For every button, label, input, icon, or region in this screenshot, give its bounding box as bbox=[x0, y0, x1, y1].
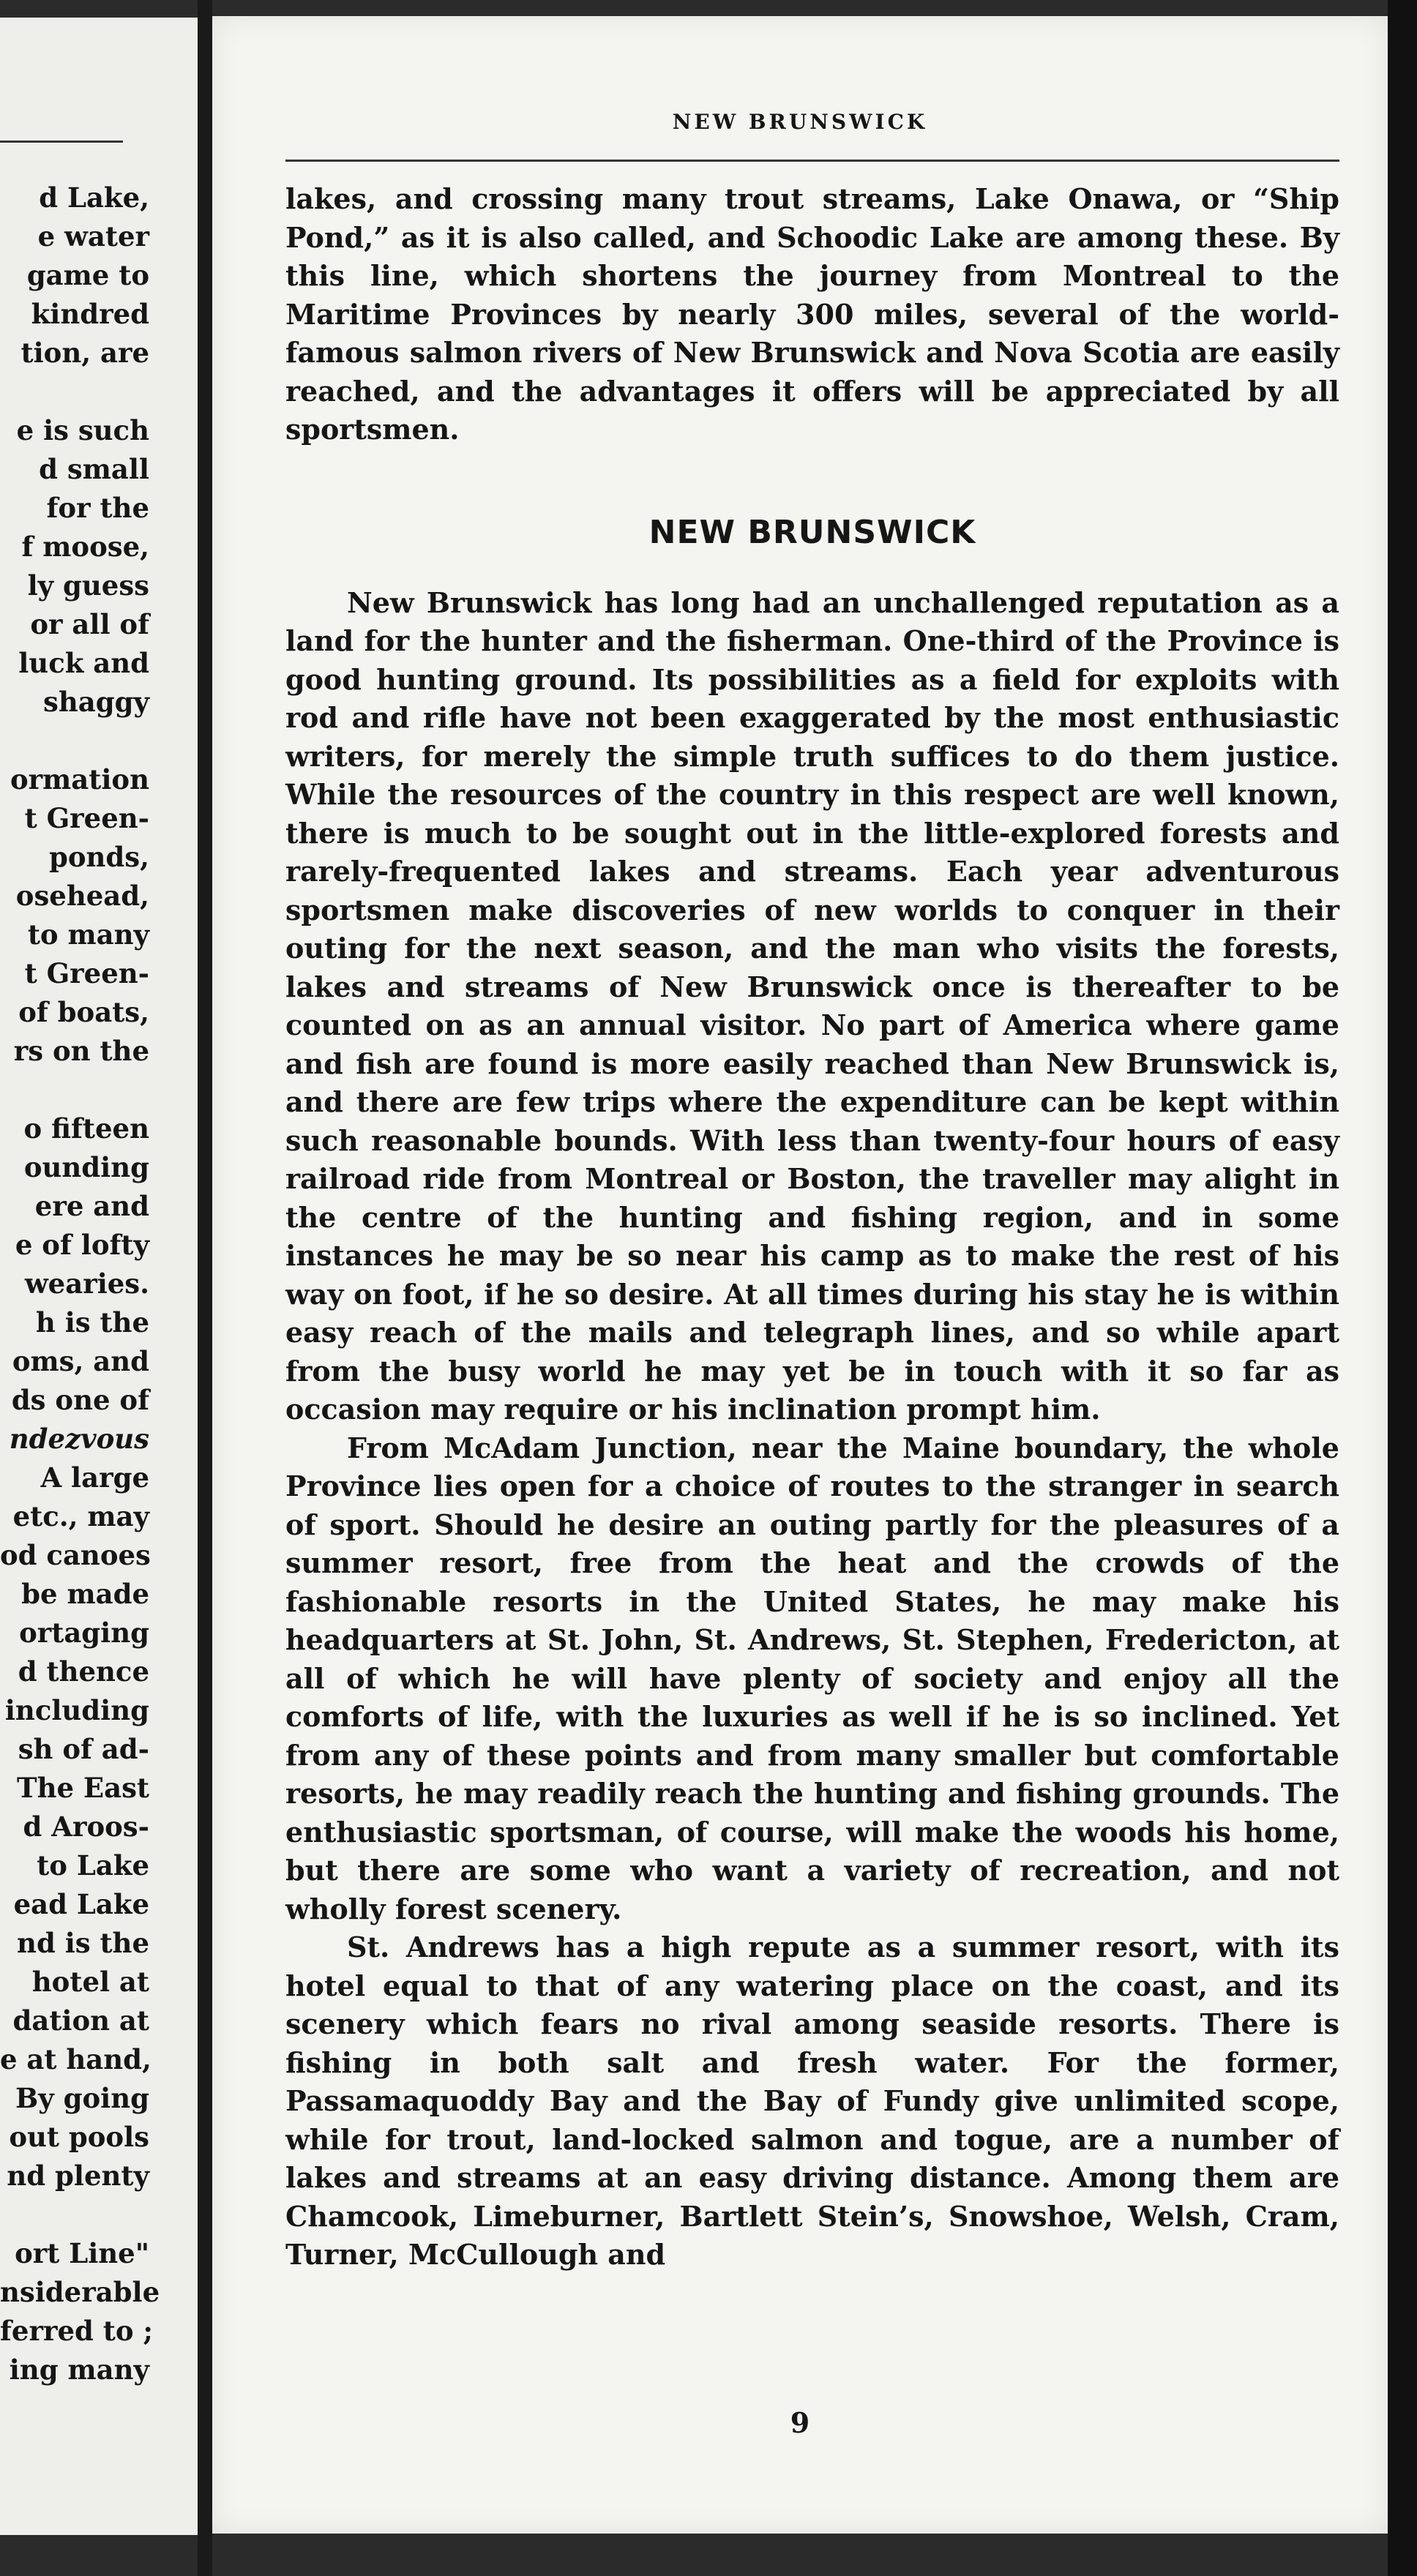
facing-page-text bbox=[0, 179, 198, 2389]
facing-page-line: ortaging bbox=[19, 1617, 149, 1649]
facing-page-line: shaggy bbox=[43, 686, 149, 718]
facing-page-line: rs on the bbox=[13, 1035, 149, 1067]
facing-page-line: hotel at bbox=[31, 1966, 149, 1998]
facing-page-line: oms, and bbox=[12, 1345, 149, 1377]
facing-page-line: t Green- bbox=[24, 957, 149, 989]
facing-page-line: to many bbox=[27, 918, 149, 951]
facing-page-line: ferred to ; bbox=[0, 2315, 154, 2347]
facing-page-line: sh of ad- bbox=[18, 1733, 149, 1765]
facing-page-line: o fifteen bbox=[23, 1112, 149, 1145]
facing-page-line: nd is the bbox=[17, 1927, 149, 1959]
facing-page-line: e at hand, bbox=[0, 2043, 152, 2075]
facing-page-gap bbox=[0, 722, 198, 760]
facing-page-line: d Lake, bbox=[39, 181, 149, 214]
facing-page-line: d thence bbox=[18, 1655, 149, 1688]
facing-page-line: f moose, bbox=[21, 531, 149, 563]
facing-page-line: The East bbox=[17, 1772, 149, 1804]
facing-page-line: ponds, bbox=[48, 841, 149, 873]
facing-page-line: e of lofty bbox=[15, 1229, 149, 1261]
facing-page-line: ndezvous bbox=[9, 1423, 149, 1455]
facing-page-line: od canoes bbox=[0, 1539, 151, 1571]
running-head: NEW BRUNSWICK bbox=[672, 110, 928, 134]
section-title: NEW BRUNSWICK bbox=[648, 513, 976, 551]
facing-page-line: ounding bbox=[23, 1151, 149, 1183]
facing-page-line: nsiderable bbox=[0, 2276, 160, 2308]
facing-page-line: By going bbox=[15, 2082, 149, 2114]
facing-page-rule bbox=[0, 141, 123, 143]
facing-page-line: ing many bbox=[9, 2354, 149, 2386]
facing-page-line: dation at bbox=[12, 2004, 149, 2037]
facing-page-line: ort Line" bbox=[15, 2237, 149, 2269]
facing-page-line: e is such bbox=[16, 414, 149, 446]
paragraph-intro: New Brunswick has long had an unchallenged reputation as a land for the hunter and the fisherman. One-third of the Province is good hunting ground. Its possibilities as a field for exploits with rod and rifle have not been exaggerated by the most enthusiastic writers, for merely the simple truth suffices to do them justice. While the resources of the country in this respect are well known, there is much to be sought out in the little-explored forests and rarely-frequented lakes and streams. Each year adventurous sportsmen make discoveries of new worlds to conquer in their outing for the next season, and the man who visits the forests, lakes and streams of New Brunswick once is thereafter to be counted on as an annual visitor. No part of America where game and fish are found is more easily reached than New Brunswick is, and there are few trips where the expenditure can be kept within such reasonable bounds. With less than twenty-four hours of easy railroad ride from Montreal or Boston, the traveller may alight in the centre of the hunting and fishing region, and in some instances he may be so near his camp as to make the rest of his way on foot, if he so desire. At all times during his stay he is within easy reach of the mails and telegraph lines, and so while apart from the busy world he may yet be in touch with it so far as occasion may require or his inclination prompt him. bbox=[285, 585, 1339, 1426]
facing-page-line: osehead, bbox=[15, 880, 149, 912]
facing-page-line: t Green- bbox=[24, 802, 149, 834]
facing-page-line: e water bbox=[37, 220, 149, 252]
facing-page-gap bbox=[0, 372, 198, 411]
paragraph-continued: lakes, and crossing many trout streams, Lake Onawa, or “Ship Pond,” as it is also called, and Schoodic Lake are among these. By this line, which shortens the journey from Montreal to the Maritime Provinces by nearly 300 miles, several of the world-famous salmon rivers of New Brunswick and Nova Scotia are easily reached, and the advantages it offers will be appreciated by all sportsmen. bbox=[285, 182, 1339, 446]
facing-page-line: to Lake bbox=[37, 1849, 149, 1882]
facing-page-line: ly guess bbox=[27, 569, 149, 602]
page-number: 9 bbox=[790, 2406, 810, 2439]
facing-page-line: ormation bbox=[10, 763, 149, 795]
facing-page-line: d Aroos- bbox=[23, 1811, 149, 1843]
facing-page-gap bbox=[0, 2195, 198, 2234]
facing-page-line: of boats, bbox=[18, 996, 149, 1028]
facing-page-line: including bbox=[4, 1694, 149, 1726]
facing-page-line: d small bbox=[39, 453, 149, 485]
facing-page-line: be made bbox=[21, 1578, 149, 1610]
page-body bbox=[285, 180, 1339, 2274]
facing-page-line: etc., may bbox=[12, 1500, 149, 1532]
facing-page-gap bbox=[0, 1071, 198, 1109]
header-rule bbox=[285, 160, 1339, 162]
facing-page-line: h is the bbox=[35, 1306, 149, 1338]
book-page bbox=[212, 16, 1388, 2534]
facing-page-line: for the bbox=[46, 492, 149, 524]
facing-page-line: or all of bbox=[30, 608, 149, 640]
facing-page-line: wearies. bbox=[24, 1268, 149, 1300]
facing-page-line: out pools bbox=[9, 2121, 149, 2153]
page-edge-shadow bbox=[1388, 0, 1417, 2576]
paragraph-mcadam: From McAdam Junction, near the Maine boundary, the whole Province lies open for a choice of routes to the stranger in search of sport. Should he desire an outing partly for the pleasures of a summer resort, free from the heat and the crowds of the fashionable resorts in the United States, he may make his headquarters at St. John, St. Andrews, St. Stephen, Fredericton, at all of which he will have plenty of society and enjoy all the comforts of life, with the luxuries as well if he is so inclined. Yet from any of these points and from many smaller but comfortable resorts, he may readily reach the hunting and fishing grounds. The enthusiastic sportsman, of course, will make the woods his home, but there are some who want a variety of recreation, and not wholly forest scenery. bbox=[285, 1431, 1339, 1925]
facing-page-line: ere and bbox=[34, 1190, 149, 1222]
facing-page-fragment bbox=[0, 18, 198, 2535]
facing-page-line: luck and bbox=[18, 647, 149, 679]
paragraph-st-andrews: St. Andrews has a high repute as a summer resort, with its hotel equal to that of any watering place on the coast, and its scenery which fears no rival among seaside resorts. There is fishing in both salt and fresh water. For the former, Passamaquoddy Bay and the Bay of Fundy give unlimited scope, while for trout, land-locked salmon and togue, are a number of lakes and streams at an easy driving distance. Among them are Chamcook, Limeburner, Bartlett Stein’s, Snowshoe, Welsh, Cram, Turner, McCullough and bbox=[285, 1931, 1339, 2271]
facing-page-line: A large bbox=[40, 1461, 149, 1494]
book-gutter bbox=[198, 0, 212, 2576]
facing-page-line: nd plenty bbox=[7, 2160, 149, 2192]
facing-page-line: kindred bbox=[31, 298, 149, 330]
facing-page-line: ds one of bbox=[11, 1384, 149, 1416]
facing-page-line: game to bbox=[26, 259, 149, 291]
facing-page-line: tion, are bbox=[20, 337, 149, 369]
facing-page-line: ead Lake bbox=[13, 1888, 149, 1920]
